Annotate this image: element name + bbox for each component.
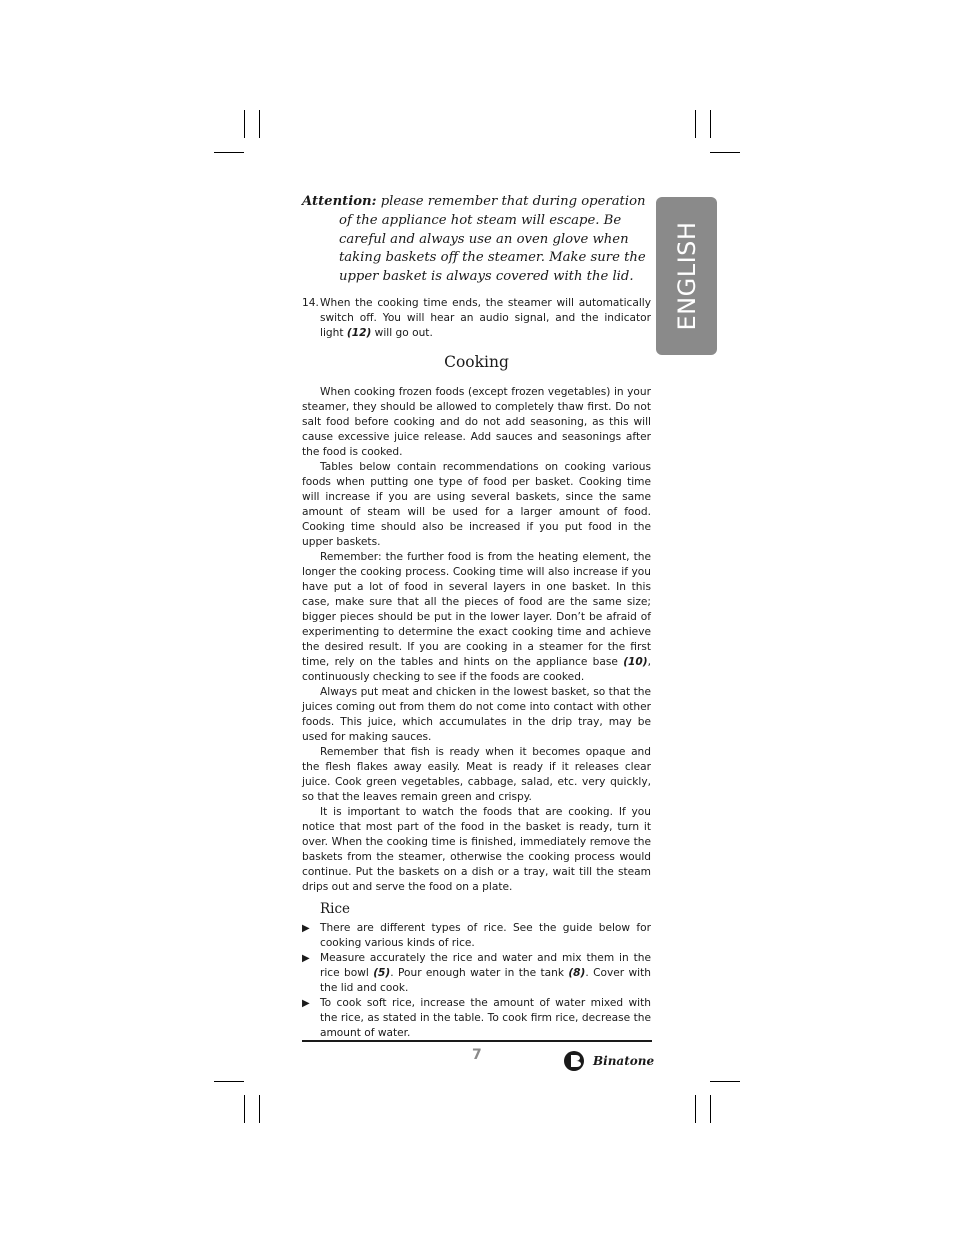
rice-bullet-3-text: To cook soft rice, increase the amount of water mixed with the rice, as stated in the table. To cook firm rice, decrease the amount of water. <box>320 996 651 1039</box>
step-text-before: When the cooking time ends, the steamer will automatically switch off. You will hear an audio signal, and the indicator light <box>320 296 651 339</box>
crop-mark <box>244 1095 245 1123</box>
binatone-logo-icon <box>563 1050 591 1072</box>
rice-heading: Rice <box>320 900 351 917</box>
play-arrow-icon: ▶ <box>302 922 310 934</box>
cooking-paragraph-2: Tables below contain recommendations on cooking various foods when putting one type of food per basket. Cooking time will increase if you are using several baskets, since the same amount of steam will be used for a larger amount of food. Cooking time should also be increased if you put food in the upper baskets. <box>302 460 651 548</box>
page-content <box>302 193 651 1041</box>
crop-mark <box>695 1095 696 1123</box>
language-tab-label: ENGLISH <box>672 221 701 331</box>
rice-bullet-1-text: There are different types of rice. See the guide below for cooking various kinds of rice. <box>320 921 651 949</box>
crop-mark <box>695 110 696 138</box>
rice-bullet-2-a: Measure accurately the rice and water and mix them in the rice bowl <box>320 951 651 979</box>
cooking-paragraph-1: When cooking frozen foods (except frozen vegetables) in your steamer, they should be allowed to completely thaw first. Do not salt food before cooking and do not add seasoning, as this will cause excessive juice release. Add sauces and seasonings after the food is cooked. <box>302 385 651 458</box>
crop-mark <box>259 110 260 138</box>
cooking-paragraph-4: Always put meat and chicken in the lowest basket, so that the juices coming out from them do not come into contact with other foods. This juice, which accumulates in the drip tray, may be used for making sauces. <box>302 685 651 743</box>
cooking-paragraph-6: It is important to watch the foods that are cooking. If you notice that most part of the food in the basket is ready, turn it over. When the cooking time is finished, immediately remove the baskets from the steamer, otherwise the cooking process would continue. Put the baskets on a dish or a tray, wait till the steam drips out and serve the food on a plate. <box>302 805 651 893</box>
brand-logo <box>563 1050 654 1072</box>
cooking-heading: Cooking <box>444 352 509 371</box>
rice-bullet-2 <box>302 951 651 996</box>
footer-rule <box>302 1040 652 1042</box>
rice-bullet-2-c: . Cover with the lid and cook. <box>320 966 651 994</box>
crop-mark <box>214 152 244 153</box>
crop-mark <box>710 110 711 138</box>
rice-bullet-3 <box>302 996 651 1041</box>
page-number: 7 <box>472 1047 482 1063</box>
crop-mark <box>259 1095 260 1123</box>
play-arrow-icon: ▶ <box>302 952 310 964</box>
crop-mark <box>710 1095 711 1123</box>
cooking-p3-ref: (10) <box>623 655 648 668</box>
step-text-after: will go out. <box>371 326 433 339</box>
brand-name: Binatone <box>593 1054 655 1068</box>
attention-text: please remember that during operation of the appliance hot steam will escape. Be careful and always use an oven glove when taking baskets off the steamer. Make sure the upper basket is always covered with the lid. <box>339 194 646 285</box>
step-14 <box>302 296 651 341</box>
crop-mark <box>244 110 245 138</box>
cooking-paragraph-5: Remember that fish is ready when it becomes opaque and the flesh flakes away easily. Meat is ready if it releases clear juice. Cook green vegetables, cabbage, salad, etc. very quickly, so that the leaves remain green and crispy. <box>302 745 651 803</box>
cooking-paragraph-3 <box>302 550 651 685</box>
rice-bullet-2-b: . Pour enough water in the tank <box>390 966 569 979</box>
crop-mark <box>214 1081 244 1082</box>
play-arrow-icon: ▶ <box>302 997 310 1009</box>
rice-bullet-2-ref2: (8) <box>568 966 586 979</box>
attention-label: Attention: <box>302 194 377 209</box>
rice-bullet-1 <box>302 921 651 951</box>
cooking-p3-before: Remember: the further food is from the heating element, the longer the cooking process. Cooking time will also increase if you have put a lot of food in several layers in one basket. In this case, make sure that all the pieces of food are the same size; bigger pieces should be put in the lower layer. Don’t be afraid of experimenting to determine the exact cooking time and achieve the desired result. If you are cooking in a steamer for the first time, rely on the tables and hints on the appliance base <box>302 550 651 668</box>
attention-note <box>302 193 651 287</box>
crop-mark <box>710 1081 740 1082</box>
crop-mark <box>710 152 740 153</box>
step-ref: (12) <box>346 326 372 339</box>
rice-bullet-2-ref1: (5) <box>373 966 391 979</box>
step-number: 14. <box>302 296 319 309</box>
cooking-p3-after: , continuously checking to see if the foods are cooked. <box>302 655 651 683</box>
language-tab <box>656 197 717 355</box>
